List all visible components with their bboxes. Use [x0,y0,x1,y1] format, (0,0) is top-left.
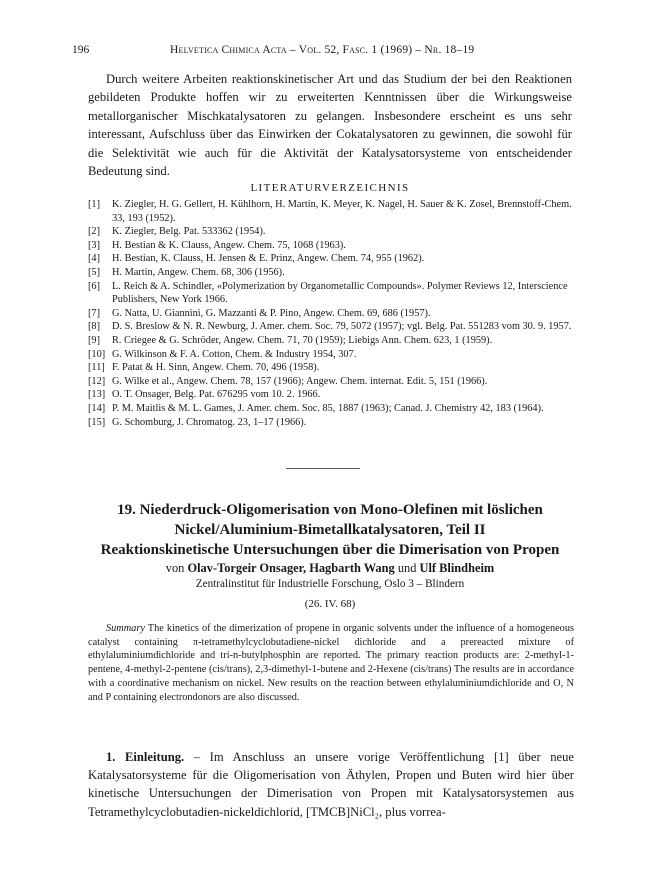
article-title [80,500,580,540]
authors-prefix: von [165,561,185,575]
summary-paragraph [88,622,574,704]
reference-number: [13] [88,389,106,401]
reference-item [88,239,574,253]
reference-text: D. S. Breslow & N. R. Newburg, J. Amer. chem. Soc. 79, 5072 (1957); vgl. Belg. Pat. 551283 vom 30. 9. 1957. [112,321,572,333]
summary-text: The kinetics of the dimerization of propene in organic solvents under the influence of a homogeneous catalyst containing π-tetramethylcyclobutadiene-nickel dichloride and a prereacted mixture of ethylaluminiumdichloride and tri-n-butylphosphin are reported. The primary reaction products are: 2-methyl-1-pentene, 4-methyl-2-pentene (cis/trans), 2,3-dimethyl-1-butene and 2-Hexene (cis/trans) The results are in accordance with a coordinative mechanism on nickel. New results on the reaction between ethylaluminiumdichloride and O, N and P containing electrondonors are also discussed. [88,623,574,703]
reference-text: G. Wilkinson & F. A. Cotton, Chem. & Industry 1954, 307. [112,348,357,360]
reference-text: K. Ziegler, Belg. Pat. 533362 (1954). [112,226,266,238]
article-title-line-1: 19. Niederdruck-Oligomerisation von Mono-Olefinen mit löslichen [117,502,543,518]
intro-section [88,70,572,180]
summary-label: Summary [106,623,145,634]
reference-number: [4] [88,253,101,265]
section-text: – Im Anschluss an unsere vorige Veröffentlichung [1] über neue Katalysatorsysteme für die Oligomerisation von Äthylen, Propen und Buten wird hier über kinetische Untersuchungen der Dimerisation von Propen mit Katalysatorsystemen aus Tetramethylcyclobutadien-nickeldichlorid, [TMCB]NiCl₂, plus vorrea- [88,750,575,819]
reference-text: F. Patat & H. Sinn, Angew. Chem. 70, 496 (1958). [112,362,320,374]
reference-number: [1] [88,199,101,210]
reference-text: O. T. Onsager, Belg. Pat. 676295 vom 10. 2. 1966. [112,389,321,401]
reference-text: H. Bestian & K. Clauss, Angew. Chem. 75, 1068 (1963). [112,239,346,251]
reference-number: [3] [88,239,101,251]
reference-number: [14] [88,402,106,414]
literature-heading: LITERATURVERZEICHNIS [250,182,410,194]
authors-and: und [397,561,417,575]
author-3: Ulf Blindheim [419,561,495,575]
reference-number: [2] [88,226,101,238]
section-divider [286,468,360,469]
reference-text: H. Bestian, K. Clauss, H. Jensen & E. Prinz, Angew. Chem. 74, 955 (1962). [112,253,425,265]
reference-item [88,225,574,239]
reference-item [88,361,574,375]
author-2: Hagbarth Wang [309,561,395,575]
reference-number: [5] [88,266,101,278]
reference-number: [7] [88,307,101,319]
reference-item [88,266,574,280]
reference-number: [9] [88,334,101,346]
intro-paragraph: Durch weitere Arbeiten reaktionskinetischer Art und das Studium der bei den Reaktionen gebildeten Produkte hoffen wir zu erweiterten Kenntnissen über die Wirkungsweise metallorganischer Mischkatalysatoren zu gelangen. Insbesondere erscheint es uns sehr interessant, Aufschluss über das Einwirken der Cokatalysatoren zu gewinnen, die sowohl für die Selektivität wie auch für die Aktivität der Katalysatorsysteme von entscheidender Bedeutung sind. [88,72,572,179]
reference-item [88,402,574,416]
introduction-paragraph [88,748,574,821]
author-1: Olav-Torgeir Onsager, [187,561,307,575]
page-number: 196 [72,44,90,56]
institution: Zentralinstitut für Industrielle Forschung, Oslo 3 – Blindern [195,578,465,590]
reference-item [88,375,574,389]
reference-item [88,334,574,348]
reference-number: [15] [88,416,106,428]
reference-text: R. Criegee & G. Schröder, Angew. Chem. 71, 70 (1959); Liebigs Ann. Chem. 623, 1 (1959). [112,334,493,346]
reference-item [88,280,574,307]
reference-text: P. M. Maitlis & M. L. Games, J. Amer. chem. Soc. 85, 1887 (1963); Canad. J. Chemistry 42, 183 (1964). [112,402,544,414]
author-line [80,560,580,577]
reference-text: G. Schomburg, J. Chromatog. 23, 1–17 (1966). [112,416,307,428]
reference-text: H. Martin, Angew. Chem. 68, 306 (1956). [112,266,285,278]
article-title-line-2: Nickel/Aluminium-Bimetallkatalysatoren, Teil II [174,522,486,538]
reference-number: [8] [88,321,101,333]
reference-number: [10] [88,348,106,360]
reference-text: L. Reich & A. Schindler, «Polymerization by Organometallic Compounds». Polymer Reviews 12, Interscience Publishers, New York 1966. [112,280,568,306]
reference-number: [11] [88,362,105,374]
reference-text: G. Wilke et al., Angew. Chem. 78, 157 (1966); Angew. Chem. internat. Edit. 5, 151 (1966). [112,375,488,387]
reference-number: [12] [88,375,106,387]
section-heading: 1. Einleitung. [106,750,185,764]
reference-item [88,307,574,321]
reference-item [88,252,574,266]
reference-text: K. Ziegler, H. G. Gellert, H. Kühlhorn, H. Martin, K. Meyer, K. Nagel, H. Sauer & K. Zosel, Brennstoff-Chem. 33, 193 (1952). [112,199,572,224]
reference-item [88,320,574,334]
reference-number: [6] [88,280,101,292]
running-title: Helvetica Chimica Acta – Vol. 52, Fasc. 1 (1969) – Nr. 18–19 [170,44,475,56]
reference-item [88,198,574,225]
reference-text: G. Natta, U. Giannini, G. Mazzanti & P. Pino, Angew. Chem. 69, 686 (1957). [112,307,431,319]
reference-item [88,416,574,430]
received-date: (26. IV. 68) [304,598,356,610]
article-subtitle: Reaktionskinetische Untersuchungen über die Dimerisation von Propen [100,542,560,558]
reference-item [88,388,574,402]
reference-item [88,348,574,362]
reference-list [88,198,574,429]
